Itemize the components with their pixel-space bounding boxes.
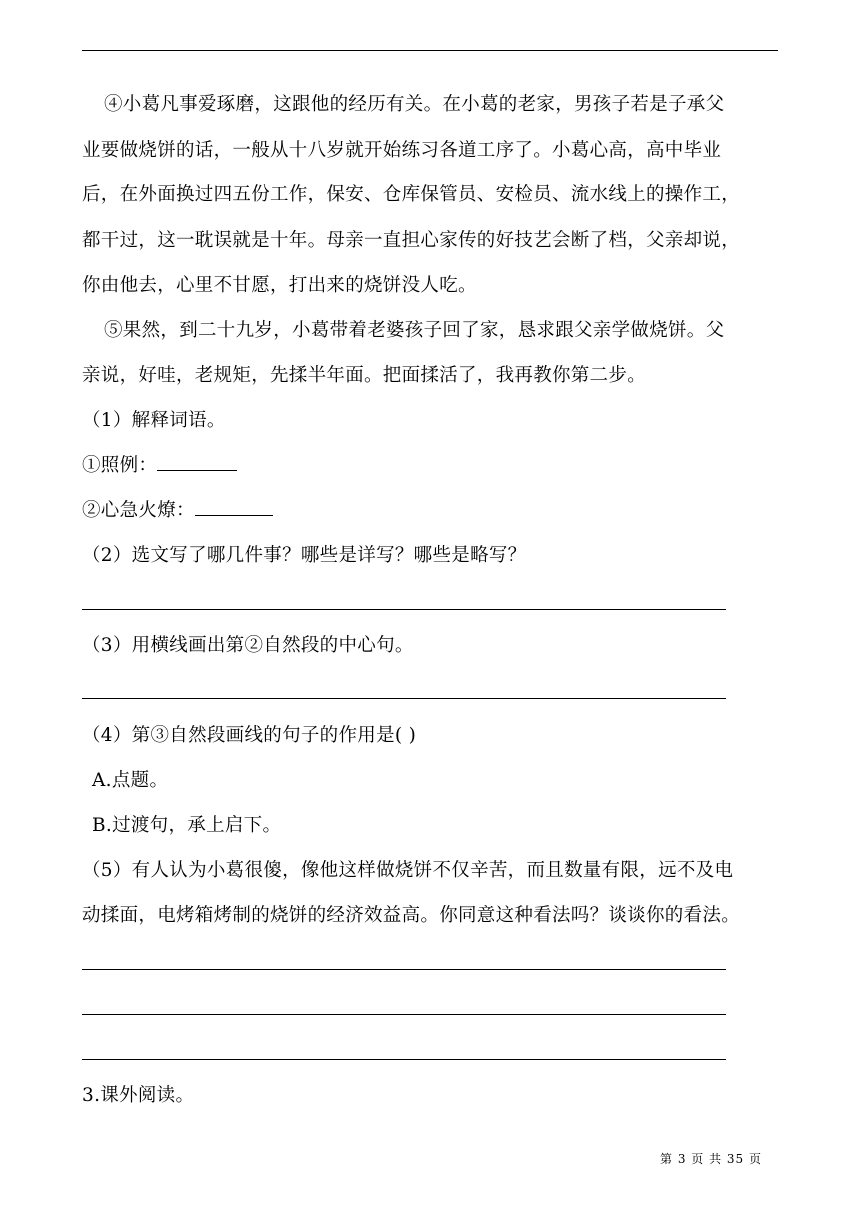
- definition-label: ②心急火燎：: [82, 500, 195, 521]
- question-prompt: （5）有人认为小葛很傻，像他这样做烧饼不仅辛苦，而且数量有限，远不及电: [82, 860, 734, 881]
- option-b[interactable]: B.过渡句，承上启下。: [92, 815, 282, 836]
- paragraph-line: 后，在外面换过四五份工作，保安、仓库保管员、安检员、流水线上的操作工，: [82, 184, 741, 205]
- header-rule: [82, 50, 778, 51]
- paragraph-line: 都干过，这一耽误就是十年。母亲一直担心家传的好技艺会断了档，父亲却说，: [82, 230, 741, 251]
- definition-item-2: [82, 499, 782, 523]
- answer-line[interactable]: [82, 609, 726, 610]
- section-heading: 3.课外阅读。: [82, 1085, 195, 1106]
- option-a[interactable]: A.点题。: [92, 770, 169, 791]
- question-prompt: （1）解释词语。: [82, 410, 226, 431]
- question-prompt: （2）选文写了哪几件事？哪些是详写？哪些是略写？: [82, 545, 527, 566]
- answer-line[interactable]: [82, 698, 726, 699]
- paragraph-line: 亲说，好哇，老规矩，先揉半年面。把面揉活了，我再教你第二步。: [82, 365, 647, 386]
- paragraph-line: 业要做烧饼的话，一般从十八岁就开始练习各道工序了。小葛心高，高中毕业: [82, 140, 722, 161]
- page-number: 第 3 页 共 35 页: [660, 1152, 762, 1166]
- answer-line[interactable]: [82, 1059, 726, 1060]
- paragraph-line: ④小葛凡事爱琢磨，这跟他的经历有关。在小葛的老家，男孩子若是子承父: [104, 94, 725, 115]
- definition-label: ①照例：: [82, 455, 158, 476]
- paragraph-line: ⑤果然，到二十九岁，小葛带着老婆孩子回了家，恳求跟父亲学做烧饼。父: [104, 320, 725, 341]
- question-prompt: （3）用横线画出第②自然段的中心句。: [82, 635, 414, 656]
- question-prompt: （4）第③自然段画线的句子的作用是( ): [82, 725, 417, 746]
- paragraph-line: 你由他去，心里不甘愿，打出来的烧饼没人吃。: [82, 275, 477, 296]
- answer-blank[interactable]: [157, 454, 237, 471]
- answer-line[interactable]: [82, 1014, 726, 1015]
- definition-item-1: [82, 454, 782, 478]
- answer-line[interactable]: [82, 969, 726, 970]
- answer-blank[interactable]: [195, 499, 273, 516]
- question-prompt: 动揉面，电烤箱烤制的烧饼的经济效益高。你同意这种看法吗？谈谈你的看法。: [82, 905, 741, 926]
